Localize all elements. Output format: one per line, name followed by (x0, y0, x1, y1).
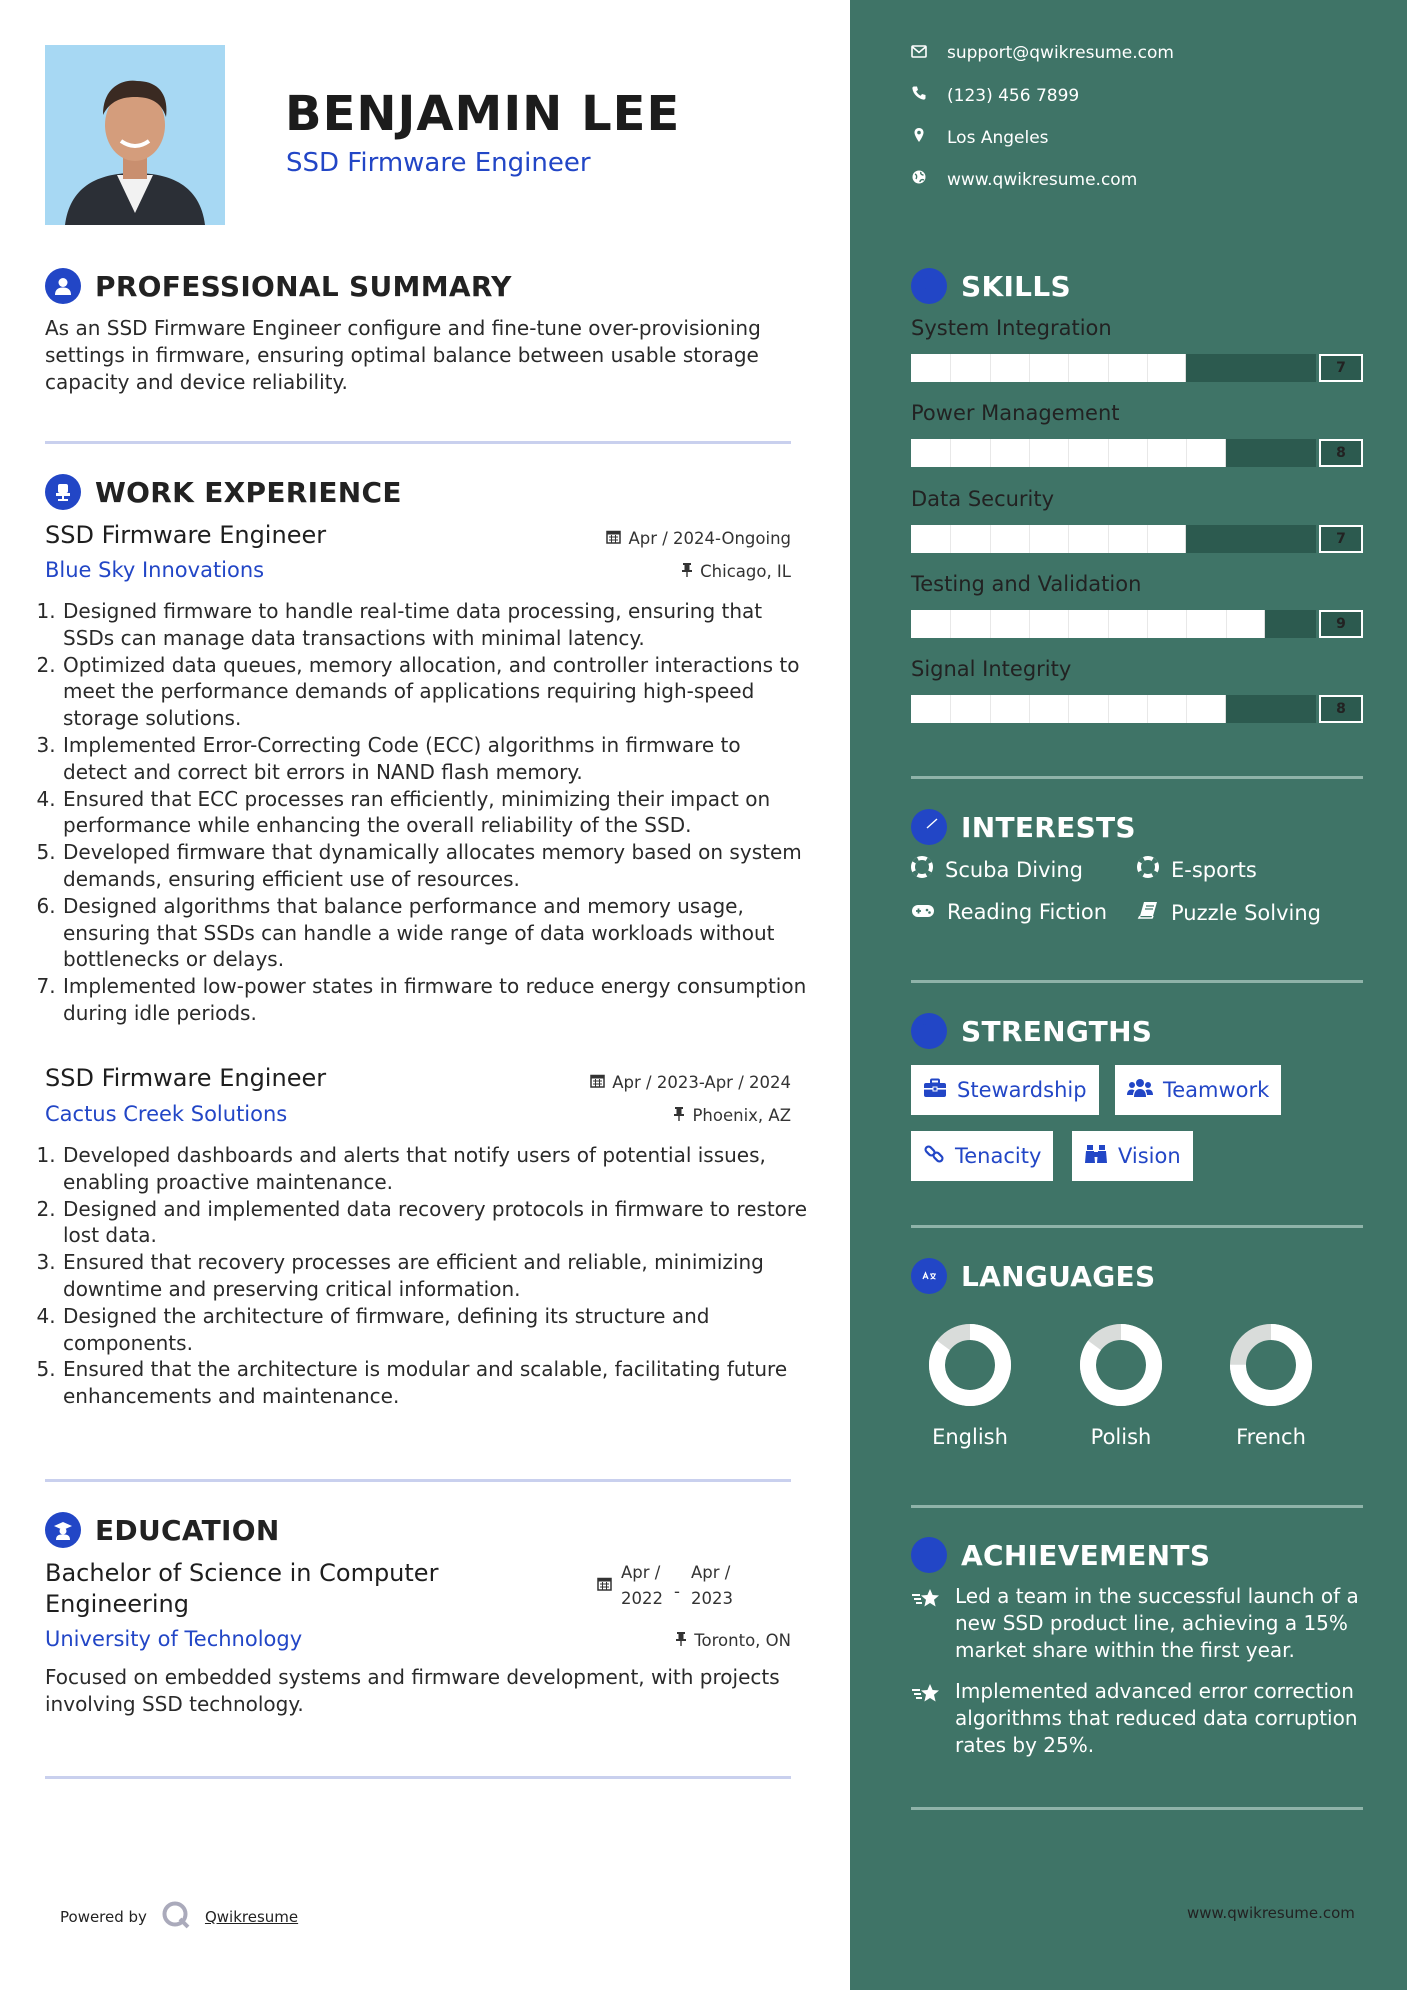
list-item: 7. Implemented low-power states in firmware to reduce energy consumption during idle periods. (62, 973, 810, 1027)
skill-bar-segment (950, 439, 951, 467)
skill-bar-segment (990, 695, 991, 723)
paper-plane-icon (911, 809, 947, 845)
list-item: 1. Designed firmware to handle real-time data processing, ensuring that SSDs can manage data transactions with minimal latency. (62, 598, 810, 652)
job-title: SSD Firmware Engineer (45, 521, 327, 549)
skill-bar-track (911, 354, 1316, 382)
skill-bar-segment (1068, 610, 1069, 638)
donut-chart (925, 1320, 1015, 1410)
skill-name: Signal Integrity (911, 657, 1072, 681)
job-date (590, 1073, 791, 1092)
list-item: 3. Ensured that recovery processes are efficient and reliable, minimizing downtime and preserving critical information. (62, 1249, 810, 1303)
list-item: 4. Ensured that ECC processes ran efficiently, minimizing their impact on performance while enhancing the overall reliability of the SSD. (62, 786, 810, 840)
achievements-title: ACHIEVEMENTS (961, 1538, 1211, 1572)
strength-label: Teamwork (1163, 1078, 1270, 1102)
strength-chip (911, 1131, 1053, 1181)
lightbulb-icon (911, 268, 947, 304)
education-heading (45, 1512, 280, 1548)
end-year: 2023 (690, 1589, 733, 1608)
education-title: EDUCATION (95, 1513, 280, 1547)
strength-chip (1072, 1131, 1193, 1181)
job-bullets (45, 598, 810, 1027)
divider (911, 1225, 1363, 1228)
skill-bar-track (911, 525, 1316, 553)
skill-name: Data Security (911, 487, 1055, 511)
skill-bar-segment (1108, 695, 1109, 723)
experience-title: WORK EXPERIENCE (95, 475, 402, 509)
link-icon (923, 1143, 945, 1170)
job-title: SSD Firmware Engineer (45, 1064, 327, 1092)
languages-heading (911, 1258, 1155, 1294)
end-month: Apr / (690, 1563, 731, 1582)
job-date (606, 529, 791, 548)
summary-title: PROFESSIONAL SUMMARY (95, 269, 512, 303)
skill-bar-segment (1186, 610, 1187, 638)
interest-item (911, 900, 1107, 924)
pin-icon (675, 1631, 687, 1650)
skill-bar-segment (1029, 525, 1030, 553)
location-text: Los Angeles (947, 127, 1049, 148)
skill-bar-segment (1147, 695, 1148, 723)
skill-bar-segment (950, 695, 951, 723)
interest-item (911, 856, 1083, 883)
skill-bar (911, 695, 1363, 723)
job-company: Blue Sky Innovations (45, 558, 265, 582)
achievement-item (911, 1583, 1371, 1664)
interest-item (1137, 900, 1321, 925)
list-item: 5. Developed firmware that dynamically allocates memory based on system demands, ensuring efficient use of resources. (62, 839, 810, 893)
skill-bar-segment (1029, 354, 1030, 382)
strength-label: Tenacity (955, 1144, 1042, 1168)
divider (911, 776, 1363, 779)
achievement-text: Led a team in the successful launch of a new SSD product line, achieving a 15% market share within the first year. (955, 1584, 1359, 1662)
gamepad-icon (911, 900, 935, 924)
strength-label: Vision (1118, 1144, 1181, 1168)
achievement-item (911, 1678, 1371, 1759)
phone-icon (911, 85, 927, 106)
skill-bar-segment (1147, 525, 1148, 553)
skill-bar-segment (990, 525, 991, 553)
skill-bar-segment (1108, 525, 1109, 553)
education-date (597, 1560, 733, 1612)
language-name: English (932, 1425, 1008, 1449)
interest-label: Scuba Diving (945, 857, 1083, 882)
calendar-icon (606, 529, 621, 548)
skill-level: 7 (1319, 525, 1363, 553)
skill-bar-fill (911, 610, 1265, 638)
skill-bar-segment (1068, 695, 1069, 723)
date-end (691, 1560, 733, 1612)
calendar-icon (597, 1573, 612, 1599)
skill-level: 7 (1319, 354, 1363, 382)
phone-text: (123) 456 7899 (947, 85, 1080, 106)
skill-bar-segment (950, 525, 951, 553)
skill-bar (911, 354, 1363, 382)
skill-bar-fill (911, 525, 1186, 553)
skill-bar-segment (1226, 610, 1227, 638)
skill-bar-segment (1147, 354, 1148, 382)
location-icon (911, 127, 927, 148)
donut-chart (1226, 1320, 1316, 1410)
pin-icon (673, 1106, 685, 1125)
skill-bar-segment (990, 610, 991, 638)
achievement-text: Implemented advanced error correction algorithms that reduced data corruption rates by 25%. (955, 1679, 1358, 1757)
list-item: 6. Designed algorithms that balance performance and memory usage, ensuring that SSDs can handle a wide range of data workloads without bottlenecks or delays. (62, 893, 810, 973)
briefcase-icon (923, 1078, 947, 1103)
education-text: Focused on embedded systems and firmware development, with projects involving SSD technology. (45, 1665, 780, 1716)
interest-label: E-sports (1171, 857, 1257, 882)
list-item: 1. Developed dashboards and alerts that notify users of potential issues, enabling proactive maintenance. (62, 1142, 810, 1196)
languages-title: LANGUAGES (961, 1259, 1156, 1293)
skill-bar-segment (950, 354, 951, 382)
start-year: 2022 (621, 1589, 663, 1608)
skill-bar-segment (1029, 610, 1030, 638)
powered-by (60, 1900, 298, 1934)
divider (911, 980, 1363, 983)
profile-photo (45, 45, 225, 225)
globe-icon (911, 169, 927, 190)
list-item: 5. Ensured that the architecture is modular and scalable, facilitating future enhancements and maintenance. (62, 1356, 810, 1410)
skill-bar-fill (911, 354, 1186, 382)
job-location-text: Phoenix, AZ (692, 1106, 791, 1125)
skills-heading (911, 268, 1071, 304)
degree (45, 1558, 438, 1620)
skill-name: System Integration (911, 316, 1112, 340)
divider (911, 1505, 1363, 1508)
skill-bar-segment (1186, 695, 1187, 723)
interest-item (1137, 856, 1257, 883)
job-location (673, 1106, 791, 1125)
contact-email[interactable] (911, 43, 1174, 63)
strengths-heading (911, 1013, 1152, 1049)
skill-bar-segment (990, 439, 991, 467)
skill-bar-track (911, 610, 1316, 638)
date-start (621, 1560, 663, 1612)
experience-heading (45, 474, 402, 510)
calendar-icon (590, 1073, 605, 1092)
job-company: Cactus Creek Solutions (45, 1102, 288, 1126)
strength-chip (911, 1065, 1099, 1115)
start-month: Apr / (621, 1563, 661, 1582)
skill-bar-segment (1147, 610, 1148, 638)
degree-line: Bachelor of Science in Computer (45, 1559, 439, 1587)
language-donut (1076, 1320, 1166, 1414)
achievements-heading (911, 1537, 1210, 1573)
candidate-name: BENJAMIN LEE (285, 86, 681, 142)
skill-name: Testing and Validation (911, 572, 1142, 596)
summary-heading (45, 268, 512, 304)
skill-bar-segment (1029, 695, 1030, 723)
users-icon (1127, 1078, 1153, 1103)
contact-phone[interactable] (911, 85, 1079, 106)
divider (45, 1776, 791, 1779)
job-location (681, 562, 791, 581)
skills-title: SKILLS (961, 269, 1071, 303)
divider (911, 1807, 1363, 1810)
skill-bar-segment (1108, 354, 1109, 382)
job-location-text: Chicago, IL (700, 562, 791, 581)
skill-name: Power Management (911, 401, 1120, 425)
language-name: French (1236, 1425, 1306, 1449)
language-donut (1226, 1320, 1316, 1414)
skill-bar (911, 525, 1363, 553)
fist-icon (911, 1013, 947, 1049)
powered-by-label: Powered by (60, 1908, 147, 1926)
skill-bar-segment (950, 610, 951, 638)
interests-title: INTERESTS (961, 810, 1136, 844)
list-item: 3. Implemented Error-Correcting Code (ECC) algorithms in firmware to detect and correct bit errors in NAND flash memory. (62, 732, 810, 786)
strengths-title: STRENGTHS (961, 1014, 1153, 1048)
donut-chart (1076, 1320, 1166, 1410)
list-item: 2. Optimized data queues, memory allocation, and controller interactions to meet the performance demands of applications requiring high-speed storage solutions. (62, 652, 810, 732)
star-badge-icon (911, 1537, 947, 1573)
binoculars-icon (1084, 1143, 1108, 1170)
skill-level: 8 (1319, 695, 1363, 723)
list-item: 4. Designed the architecture of firmware, defining its structure and components. (62, 1303, 810, 1357)
skill-bar-track (911, 695, 1316, 723)
email-text: support@qwikresume.com (947, 43, 1174, 63)
strength-chip (1115, 1065, 1281, 1115)
skill-bar-segment (1108, 610, 1109, 638)
user-icon (45, 268, 81, 304)
language-donut (925, 1320, 1015, 1414)
qwikresume-logo-icon (161, 1900, 191, 1934)
education-location (675, 1631, 791, 1650)
skill-bar (911, 610, 1363, 638)
interest-label: Reading Fiction (947, 900, 1108, 924)
strength-label: Stewardship (957, 1078, 1087, 1102)
skill-level: 8 (1319, 439, 1363, 467)
skill-bar-segment (1186, 439, 1187, 467)
skill-bar-segment (1068, 354, 1069, 382)
skill-bar (911, 439, 1363, 467)
star-icon (911, 1678, 943, 1759)
life-ring-icon (911, 856, 933, 883)
envelope-icon (911, 43, 927, 63)
skill-bar-segment (1029, 439, 1030, 467)
job-bullets (45, 1142, 810, 1410)
skill-bar-track (911, 439, 1316, 467)
divider (45, 1479, 791, 1482)
contact-website[interactable] (911, 169, 1137, 190)
language-icon (911, 1258, 947, 1294)
star-icon (911, 1583, 943, 1664)
school: University of Technology (45, 1627, 303, 1651)
skill-bar-segment (990, 354, 991, 382)
summary-text: As an SSD Firmware Engineer configure and fine-tune over-provisioning settings in firmware, ensuring optimal balance between usable storage capacity and device reliability. (45, 316, 761, 394)
interest-label: Puzzle Solving (1171, 900, 1321, 925)
brand-link[interactable]: Qwikresume (204, 1908, 299, 1926)
divider (45, 441, 791, 444)
website-text: www.qwikresume.com (947, 169, 1138, 190)
job-date-text: Apr / 2024-Ongoing (628, 529, 791, 548)
chair-icon (45, 474, 81, 510)
date-dash: - (674, 1582, 680, 1601)
candidate-role: SSD Firmware Engineer (286, 148, 591, 178)
skill-bar-segment (1068, 439, 1069, 467)
job-date-text: Apr / 2023-Apr / 2024 (612, 1073, 791, 1092)
graduate-icon (45, 1512, 81, 1548)
life-ring-icon (1137, 856, 1159, 883)
skill-bar-segment (1147, 439, 1148, 467)
language-name: Polish (1090, 1425, 1152, 1449)
book-icon (1137, 900, 1159, 925)
skill-bar-segment (1108, 439, 1109, 467)
footer-website[interactable]: www.qwikresume.com (1187, 1904, 1355, 1922)
pin-icon (681, 562, 693, 581)
skill-bar-segment (1068, 525, 1069, 553)
degree-line: Engineering (45, 1590, 189, 1618)
contact-location (911, 127, 1049, 148)
skill-level: 9 (1319, 610, 1363, 638)
interests-heading (911, 809, 1136, 845)
education-location-text: Toronto, ON (694, 1631, 791, 1650)
list-item: 2. Designed and implemented data recovery protocols in firmware to restore lost data. (62, 1196, 810, 1250)
